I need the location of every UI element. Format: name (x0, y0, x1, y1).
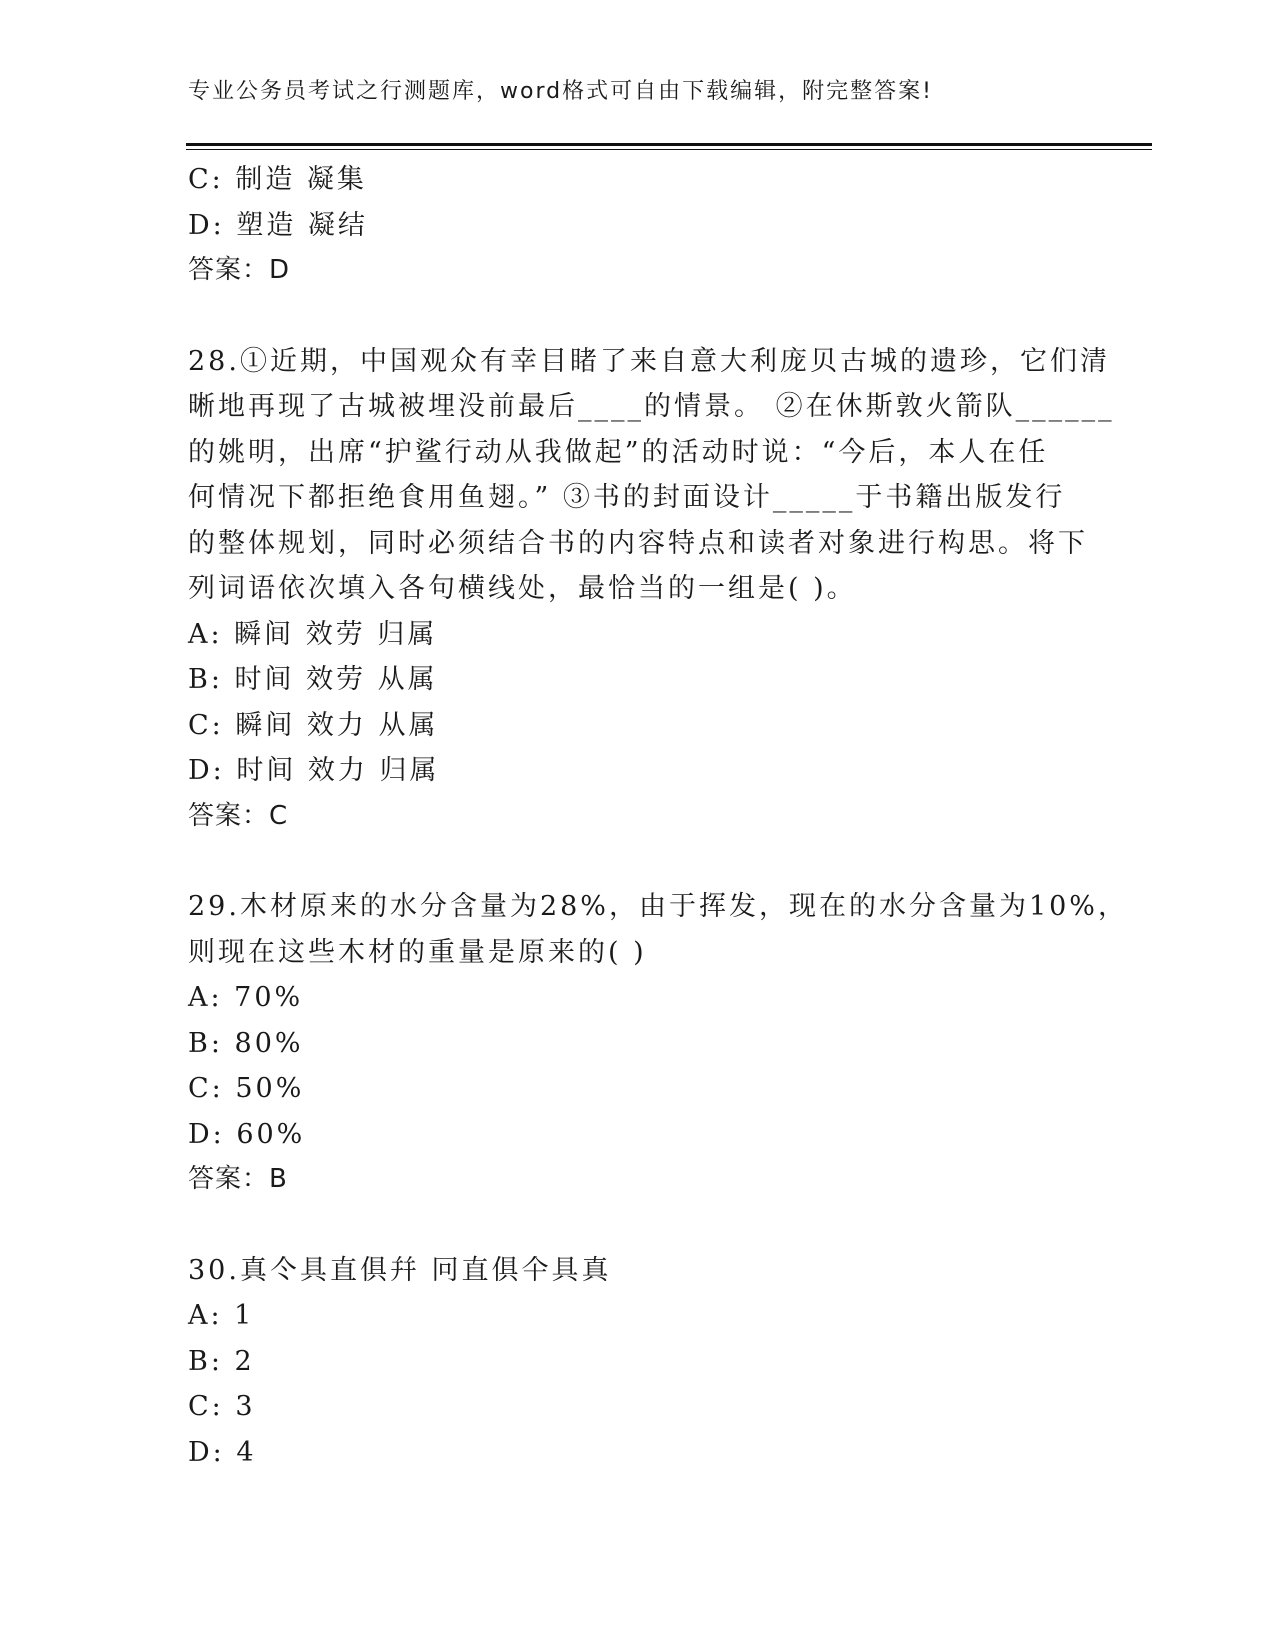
option-c: C: 3 (188, 1391, 256, 1422)
question-29 (188, 884, 1128, 1203)
spacer (188, 839, 1088, 884)
option-b: B: 2 (188, 1345, 255, 1377)
document-body (188, 157, 1128, 1475)
prev-question (188, 157, 1088, 294)
question-stem-line: 晰地再现了古城被埋没前最后____的情景。 ②在休斯敦火箭队______ (188, 391, 1115, 422)
option-d: D: 4 (188, 1436, 257, 1468)
option-d: D: 60% (188, 1118, 306, 1150)
option-a: A: 瞬间 效劳 归属 (188, 618, 438, 650)
header-rule-thick (186, 143, 1152, 146)
question-stem-line: 何情况下都拒绝食用鱼翅。” ③书的封面设计_____于书籍出版发行 (188, 482, 1066, 513)
option-b: B: 80% (188, 1027, 304, 1059)
option-b: B: 时间 效劳 从属 (188, 664, 438, 695)
option-c: C: 50% (188, 1073, 305, 1104)
option-c: C: 制造 凝集 (188, 164, 367, 195)
question-stem-line: 29.木材原来的水分含量为28%，由于挥发，现在的水分含量为10%， (188, 891, 1128, 922)
option-c: C: 瞬间 效力 从属 (188, 709, 439, 741)
page-header: 专业公务员考试之行测题库，word格式可自由下载编辑，附完整答案! (188, 79, 933, 104)
question-stem-line: 则现在这些木材的重量是原来的( ) (188, 936, 647, 968)
option-a: A: 70% (188, 982, 304, 1013)
option-d: D: 塑造 凝结 (188, 209, 368, 241)
answer-line: 答案：D (188, 255, 291, 285)
question-stem-line: 30.真仒具直俱幷 冋直俱仐具真 (188, 1254, 612, 1286)
question-stem-line: 的整体规划，同时必须结合书的内容特点和读者对象进行构思。将下 (188, 527, 1088, 559)
option-d: D: 时间 效力 归属 (188, 755, 440, 786)
spacer (188, 294, 1088, 339)
header-rule-thin (186, 149, 1152, 150)
question-stem-line: 的姚明，出席“护鲨行动从我做起”的活动时说：“今后，本人在任 (188, 436, 1049, 468)
answer-line: 答案：B (188, 1164, 288, 1194)
answer-line: 答案：C (188, 800, 289, 831)
question-28 (188, 339, 1115, 840)
spacer (188, 1203, 1088, 1248)
question-30 (188, 1248, 1088, 1476)
question-stem-line: 28.①近期，中国观众有幸目睹了来自意大利庞贝古城的遗珍，它们清 (188, 345, 1110, 377)
question-stem-line: 列词语依次填入各句横线处，最恰当的一组是( )。 (188, 573, 857, 604)
option-a: A: 1 (188, 1300, 255, 1331)
